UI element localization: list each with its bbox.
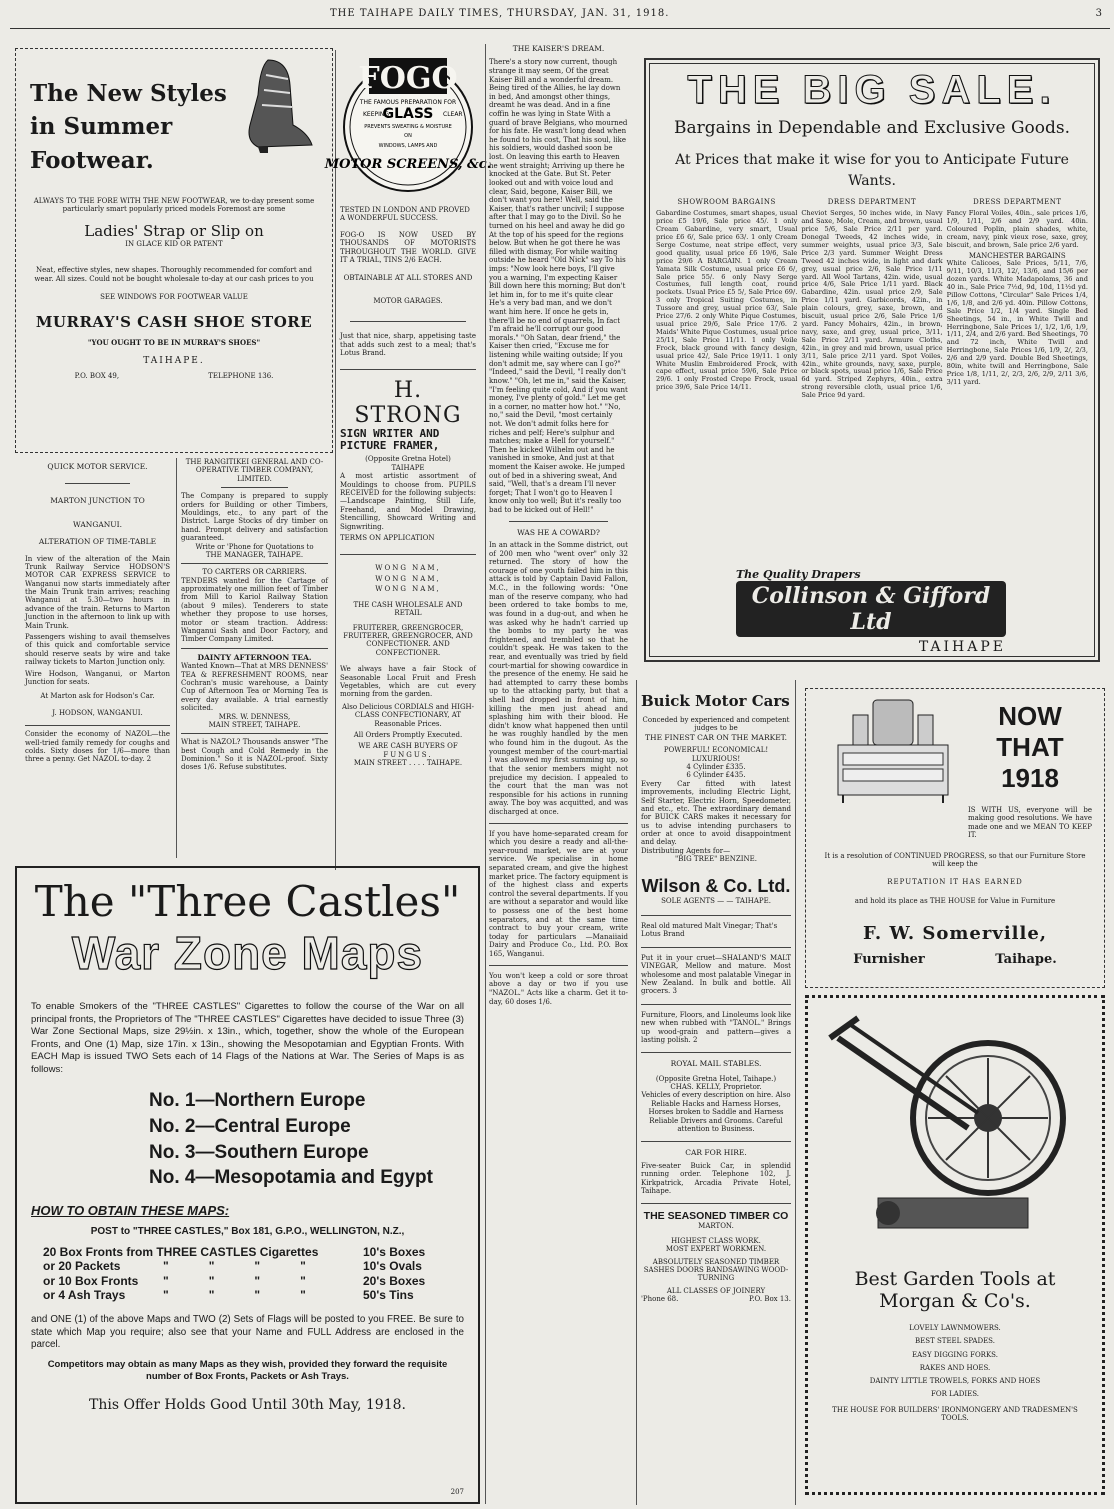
row-3-left: or 10 Box Fronts	[43, 1273, 139, 1288]
fogo-logo	[324, 52, 492, 202]
seasoned-l2: MOST EXPERT WORKMEN.	[665, 1245, 767, 1254]
page-number: 3	[1095, 8, 1102, 19]
stables-title: ROYAL MAIL STABLES.	[670, 1059, 762, 1069]
store-town: TAIHAPE.	[143, 355, 205, 366]
shaland-text: Put it in your cruet—SHALAND'S MALT VINEGAR, Mellow and mature. Most wholesome and most palatable Vinegar in New Zealand. In bulk and bottle. All grocers.	[641, 953, 791, 996]
footwear-intro: ALWAYS TO THE FORE WITH THE NEW FOOTWEAR, we to-day present some particularly smart popularly priced models Foremost are some	[33, 197, 315, 214]
strong-addr: (Opposite Gretna Hotel)	[365, 455, 451, 464]
seasoned-l5: ALL CLASSES OF JOINERY	[666, 1286, 766, 1295]
fogo-used: FOG-O IS NOW USED BY THOUSANDS OF MOTORISTS THROUGHOUT THE WORLD. GIVE IT A TRIAL, TINS 2/6 EACH.	[340, 230, 476, 264]
rangitikei-manager: THE MANAGER, TAIHAPE.	[205, 550, 304, 559]
seasoned-phone: 'Phone 68.	[641, 1295, 679, 1304]
stables-body: Vehicles of every description on hire. Also Reliable Hacks and Harness Horses, Horses broken to Saddle and Harness Reliable Drivers and Grooms. Careful attention to Business.	[641, 1091, 791, 1134]
dainty-title: DAINTY AFTERNOON TEA.	[197, 652, 312, 662]
seasoned-title: THE SEASONED TIMBER CO	[643, 1210, 789, 1223]
castles-intro: To enable Smokers of the "THREE CASTLES" Cigarettes to follow the course of the War on all principal fronts, the Proprietors of The "THREE CASTLES" Cigarettes have decided to issue Three (3) War Zone Sectional Maps, size 29½in. x 13in., which, together, show the whole of the European Fronts, and One (1) Map, size 17in. x 13in., showing the Mesopotamian and Egyptian Fronts. With EACH Map is issued TWO Sets each of 14 Flags of the Nations at War. The Series of Maps is as follows:	[31, 1001, 464, 1075]
carters-title: TO CARTERS OR CARRIERS.	[202, 568, 307, 577]
wongnam-also: Also Delicious CORDIALS and HIGH-CLASS CONFECTIONARY, AT Reasonable Prices.	[341, 702, 475, 728]
nazol3-text: You won't keep a cold or sore throat above a day or two if you use "NAZOL." Acts like a charm. Get it to-day, 60 doses 1/6.	[489, 971, 628, 1006]
castles-how: HOW TO OBTAIN THESE MAPS:	[31, 1202, 230, 1218]
buick-conceded: Conceded by experienced and competent judges to be	[642, 716, 790, 733]
row-3-right: 20's Boxes	[363, 1273, 426, 1288]
collinson-firm: Collinson & Gifford Ltd	[736, 581, 1006, 637]
footwear-product: Ladies' Strap or Slip on	[84, 221, 264, 240]
hire-title: CAR FOR HIRE.	[685, 1148, 747, 1158]
fogo-keeping: KEEPING	[363, 111, 390, 118]
hire-body: Five-seater Buick Car, in splendid running order. Telephone 102, J. Kirkpatrick, Arcadia Private Hotel, Taihape.	[641, 1161, 791, 1195]
strong-body: A most artistic assortment of Mouldings to choose from. PUPILS RECEIVED for the following subjects:—Landscape Painting, Still Life, Freehand, and Model Drawing, Stencilling, Showcard Writing and Signwriting.	[340, 472, 476, 531]
showroom-column	[656, 198, 797, 400]
map-1: No. 1—Northern Europe	[149, 1090, 366, 1112]
tanol-ad	[641, 1011, 791, 1045]
footwear-ad	[15, 48, 333, 453]
nazol-text: Consider the economy of NAZOL—the well-tried family remedy for coughs and colds. Sixty doses for 1/6—more than three a penny. Get NAZOL to-day.	[25, 730, 170, 764]
buick-wilson: Wilson & Co. Ltd.	[641, 875, 791, 896]
somerville-reputation: REPUTATION IT HAS EARNED	[887, 878, 1023, 887]
somerville-title1: NOW THAT	[996, 701, 1064, 762]
tanol-num: 2	[693, 1035, 698, 1044]
somerville-title2: 1918	[1001, 763, 1059, 793]
strong-trade: SIGN WRITER AND PICTURE FRAMER,	[340, 427, 440, 453]
store-name: MURRAY'S CASH SHOE STORE	[35, 313, 313, 332]
somerville-hold: and hold its place as THE HOUSE for Value in Furniture	[854, 896, 1056, 905]
castles-competitors: Competitors may obtain as many Maps as they wish, provided they forward the requisite number of Box Fronts, Packets or Ash Trays.	[47, 1359, 448, 1382]
buick-powerful: POWERFUL! ECONOMICAL! LUXURIOUS!	[663, 746, 769, 763]
motor-wire: Wire Hodson, Wanganui, or Marton Junction for seats.	[25, 669, 170, 686]
seasoned-l3: ABSOLUTELY SEASONED TIMBER	[652, 1257, 780, 1266]
nazol-ad	[25, 730, 170, 764]
stables-addr: (Opposite Gretna Hotel, Taihape.)	[655, 1074, 777, 1083]
footwear-product-sub: IN GLACE KID OR PATENT	[125, 239, 223, 248]
buick-body: Every Car fitted with latest improvements, including Electric Light, Self Starter, Electric Horn, Speedometer, and etc., etc. The extraordinary demand for BUICK CARS makes it necessary for us to advise intending purchasers to order at once to avoid disappointment and delay.	[641, 779, 791, 847]
fogo-motor: MOTOR SCREENS, &c.	[324, 157, 492, 172]
motor-route2: WANGANUI.	[73, 519, 122, 529]
shoe-icon	[238, 55, 318, 155]
wongnam-name-1: WONG NAM,	[375, 564, 441, 573]
rangitikei-title: THE RANGITIKEI GENERAL AND CO-OPERATIVE TIMBER COMPANY, LIMITED.	[185, 458, 324, 483]
seasoned-box: P.O. Box 13.	[749, 1295, 791, 1304]
store-contact	[30, 372, 318, 380]
castles-row-2	[43, 1259, 464, 1273]
fogo-clear: CLEAR	[443, 111, 463, 118]
dainty-sign2: MAIN STREET, TAIHAPE.	[208, 720, 301, 729]
dresser-icon	[818, 695, 968, 805]
buick-title: Buick Motor Cars	[641, 692, 790, 710]
kaiser-poem: There's a story now current, though strange it may seem, Of the great Kaiser Bill and a wonderful dream. Being tired of the Allies, he lay down in bed, And amongst other things, dreamt he was dead. And in a fine coffin he was lying in State With a guard of brave Belgians, who mourned for his fate. He wasn't long dead when he found to his cost, That his soul, like his soldiers, would dashed soon be lost. On leaving this earth to Heaven he went straight; Arriving up there he knocked at the Gate. But St. Peter looked out and with voice loud and clear, Said, begone, Kaiser Bill, we don't want you here! Well, said the Kaiser, that's rather uncivil; I suppose after that I may go to the Divil. So he turned on his heel and away he did go At the top of his speed for the regions below. But when he got there he was filled with dismay, For while waiting outside he heard "Old Nick" say To his imps: "Now look here boys, I'll give you a warning, I'm expecting Kaiser Bill down here this morning; But don't let him in, for to me it's quite clear He's a very bad man, and we don't want him here. If once he gets in, there'll be no end of quarrels, In fact I'm afraid he'll corrupt our good morals." "Oh Satan, dear friend," the Kaiser then cried, "Excuse me for listening while waiting outside; If you don't admit me, say where can I go?" "Indeed," said the Devil, "I really don't know." "Oh, let me in," said the Kaiser, "I'm feeling quite cold, And if you want money, I've plenty of gold." Let me get in a corner, no matter how hot." "No, no," said the Devil, "most certainly not. We don't admit folks here for riches and pelf; Here's sulphur and matches; make a Hell for yourself." Then he kicked Wilhelm out and he vanished in smoke, And just at that moment the Kaiser awoke. He jumped out of bed in a shivering sweat, And said, "Well, that's a dream I'll never forget; That I won't go to Heaven I know only too well; But it's really too bad to be kicked out of Hell!"	[489, 58, 628, 515]
buick-four: 4 Cylinder £335.	[686, 762, 746, 771]
kaiser-title: THE KAISER'S DREAM.	[512, 44, 605, 53]
morgan-item-2: BEST STEEL SPADES.	[915, 1337, 995, 1346]
wongnam-name-2: WONG NAM,	[375, 574, 441, 583]
morgan-item-6: FOR LADIES.	[930, 1390, 980, 1399]
bigsale-sub1: Bargains in Dependable and Exclusive Goods.	[673, 118, 1071, 138]
castles-code: 207	[450, 1487, 464, 1496]
showroom-items: Gabardine Costumes, smart shapes, usual price £5 19/6, Sale price 45/. 1 only Cream Gabardine, very smart, Usual price £6 6/, Sale price 63/. 1 only Cream Serge Costume, neat stripe effect, very good quality, usual price £6 19/6, Sale price 29/6 A BARGAIN. 1 only Cream Yamata Silk Costume, usual price £6 6/, Sale price 55/. 6 only Navy Serge Costumes, full length coat, round pockets. Usual Price £5 5/, Sale Price 69/. 3 only Tropical Suiting Costumes, in Tussore and grey, usual price 63/, Sale Price 27/6. 2 only White Pique Costumes, usual price 29/6, Sale Price 17/6. 2 Maids' White Pique Costumes, usual price 25/11, Sale Price 11/11. 1 only Voile Frock, black ground with fancy design, usual price 42/, Sale Price 19/11. 1 only White Muslin Embroidered Frock, with cape effect, usual price 59/6, Sale Price 29/6. 1 only Frosted Crepe Frock, usual price 39/6, Sale Price 14/11.	[656, 209, 798, 392]
three-castles-ad	[15, 866, 480, 1504]
shaland-num: 3	[672, 987, 677, 996]
shaland-ad	[641, 954, 791, 996]
nazol-num: 2	[146, 755, 152, 764]
manchester-items: White Calicoes, Sale Prices, 5/11, 7/6, 9/11, 10/3, 11/3, 12/, 13/6, and 15/6 per dozen yards. White Madapolams, 36 and 40 in., Sale Price 7½d, 9d, 10d, 11½d yd. Pillow Cottons, "Circular" Sale Prices 1/4, 1/6, 1/8, and 2/6 yd. 40in. Pillow Cottons, Sale Price 1/2, 1/4 yard. Single Bed Sheetings, 54 in., in White Twill and Herringbone, Sale Prices 1/, 1/2, 1/6, 1/9, 1/11, 2/4, and 2/6 yard. Bed Sheetings, 70 and 72 inch, White Twill and Herringbone, Sale Prices 1/6, 1/9, 2/, 2/3, 2/6 and 2/9 yard. Double Bed Sheetings, 80in, white twill and Herringbone, Sale Price 1/8, 1/11, 2/, 2/3, 2/6, 2/9, 2/11 3/6, 3/11 yard.	[946, 259, 1088, 386]
wongnam-name-3: WONG NAM,	[375, 585, 441, 594]
store-pobox: P.O. BOX 49,	[74, 371, 120, 380]
wongnam-body: We always have a fair Stock of Seasonable Local Fruit and Fresh Vegetables, which are cut every morning from the garden.	[340, 665, 476, 699]
lawnmower-icon	[818, 1008, 1088, 1258]
vinegar-text: Real old matured Malt Vinegar; That's Lotus Brand	[641, 922, 778, 939]
wongnam-names	[340, 563, 476, 595]
separator-ad: If you have home-separated cream for which you desire a ready and all-the-year-round market, we are at your service. We specialise in home separated cream, and give the highest market price. The factory equipment is of the highest class and experts control the several departments. If you are without a separator and would like to possess one of the best home separators, and at the same time contract to buy your cream, write today for particulars —Manaiiaid Dairy and Produce Co., Ltd. P.O. Box 165, Wanganui.	[489, 829, 628, 959]
motor-service-column	[25, 458, 170, 858]
buick-finest: THE FINEST CAR ON THE MARKET.	[645, 732, 787, 742]
seasoned-contact	[641, 1295, 791, 1303]
manchester-head: MANCHESTER BARGAINS	[968, 251, 1066, 260]
fogo-prevents: PREVENTS SWEATING & MOISTURE	[364, 124, 452, 130]
buick-agents: Distributing Agents for—	[641, 846, 731, 855]
castles-title2: War Zone Maps	[71, 927, 424, 980]
big-sale-ad	[644, 58, 1100, 662]
motor-body: In view of the alteration of the Main Trunk Railway Service HODSON'S MOTOR CAR EXPRESS SERVICE to Wanganui now starts immediately after the Main Trunk train arrives; reaching Wanganui at 5.30—two hours in advance of the train. Returns to Marton Junction in the afternoon to link up with Main Trunk.	[25, 554, 170, 630]
footwear-body: Neat, effective styles, new shapes. Thoroughly recommended for comfort and wear. All sizes. Could not be bought wholesale to-day at our cash prices to you	[34, 266, 314, 283]
timber-column	[176, 458, 328, 858]
fogo-windows: WINDOWS, LAMPS AND	[378, 143, 438, 149]
row-1-right: 10's Boxes	[363, 1244, 426, 1259]
masthead-line: THE TAIHAPE DAILY TIMES, THURSDAY, JAN. 31, 1918.	[330, 8, 670, 19]
somerville-footer	[818, 952, 1092, 967]
motor-body2: Passengers wishing to avail themselves of this quick and comfortable service should reserve seats by wire and take railway tickets to Marton Junction only.	[25, 633, 170, 667]
motor-sign: J. HODSON, WANGANUI.	[52, 708, 143, 717]
somerville-furnisher: Furnisher	[853, 952, 925, 968]
bigsale-sub2: At Prices that make it wise for you to Anticipate Future Wants.	[675, 151, 1069, 189]
castles-post: POST to "THREE CASTLES," Box 181, G.P.O., WELLINGTON, N.Z.,	[90, 1225, 405, 1237]
collinson-town: TAIHAPE	[918, 639, 1006, 655]
morgan-footer: THE HOUSE FOR BUILDERS' IRONMONGERY AND TRADESMEN'S TOOLS.	[832, 1405, 1078, 1423]
motor-route1: MARTON JUNCTION TO	[50, 496, 145, 506]
castles-row-1	[43, 1245, 464, 1259]
row-4-right: 50's Tins	[363, 1288, 414, 1303]
quality-drapers: The Quality Drapers	[736, 568, 861, 581]
center-ads-column	[324, 50, 492, 870]
strong-name: H. STRONG	[354, 378, 462, 429]
row-2-right: 10's Ovals	[363, 1259, 422, 1274]
rangitikei-body: The Company is prepared to supply orders for Building or other Timbers, Mouldings, etc., to any part of the District. Large Stocks of dry timber on hand. Prompt delivery and satisfaction guaranteed.	[181, 492, 328, 543]
somerville-ad	[805, 688, 1105, 988]
collinson-logo	[736, 568, 1006, 655]
castles-row-3	[43, 1274, 464, 1288]
morgan-ad	[805, 995, 1105, 1495]
wongnam-fungus: FUNGUS.	[383, 750, 433, 759]
row-1-left: 20 Box Fronts from THREE CASTLES Cigarettes	[43, 1244, 319, 1259]
morgan-item-1: LOVELY LAWNMOWERS.	[909, 1324, 1001, 1332]
fogo-ring-top: THE FAMOUS PREPARATION FOR	[359, 99, 457, 106]
dainty-sign1: MRS. W. DENNESS,	[218, 712, 291, 721]
coward-title: WAS HE A COWARD?	[517, 527, 600, 537]
buick-benzine: "BIG TREE" BENZINE.	[674, 855, 758, 864]
row-3-ditto: """"	[163, 1273, 346, 1288]
dress-head-1: DRESS DEPARTMENT	[827, 197, 917, 206]
manchester-column	[947, 198, 1088, 400]
dress-column	[801, 198, 942, 400]
fogo-obtain: OBTAINABLE AT ALL STORES AND	[343, 274, 473, 283]
somerville-resolution: It is a resolution of CONTINUED PROGRESS, so that our Furniture Store will keep the	[824, 851, 1086, 868]
morgan-item-3: EASY DIGGING FORKS.	[912, 1350, 998, 1359]
fogo-glass: GLASS	[382, 106, 434, 122]
castles-offer: This Offer Holds Good Until 30th May, 1918.	[89, 1396, 406, 1413]
wongnam-trades: FRUITERER, GREENGROCER, FRUITERER, GREENGROCER, AND CONFECTIONER. AND CONFECTIONER.	[343, 623, 473, 657]
castles-send: and ONE (1) of the above Maps and TWO (2) Sets of Flags will be posted to you FREE. Be sure to state which Map you require; also see that your Name and FULL Address are enclosed in the parcel.	[31, 1314, 464, 1350]
strong-town: TAIHAPE	[391, 463, 425, 472]
footwear-see: SEE WINDOWS FOR FOOTWEAR VALUE	[100, 292, 248, 301]
fogo-tested: TESTED IN LONDON AND PROVED A WONDERFUL SUCCESS.	[340, 206, 470, 223]
wongnam-cash: THE CASH WHOLESALE AND RETAIL	[353, 600, 463, 618]
strong-terms: TERMS ON APPLICATION	[340, 534, 435, 542]
footwear-title: The New Styles in Summer Footwear.	[30, 80, 227, 174]
nazol2-text: What is NAZOL? Thousands answer "The best Cough and Cold Remedy in the Dominion." So it is NAZOL-proof. Sixty doses 1/6. Refuse substitutes.	[181, 738, 328, 772]
wongnam-main: MAIN STREET . . . . TAIHAPE.	[353, 759, 463, 768]
showroom-head: SHOWROOM BARGAINS	[677, 197, 776, 206]
kaiser-column	[485, 44, 631, 1504]
dainty-body: Wanted Known—That at MRS DENNESS' TEA & REFRESHMENT ROOMS, near Cochran's music warehouse, a Dainty Cup of Afternoon Tea or Morning Tea is every day available. A trial earnestly solicited.	[181, 662, 328, 713]
page-header	[0, 0, 1114, 30]
row-2-ditto: """"	[163, 1259, 346, 1274]
bigsale-columns	[656, 198, 1088, 400]
seasoned-l4: SASHES DOORS BANDSAWING WOOD-TURNING	[643, 1265, 789, 1283]
morgan-title1: Best Garden Tools at	[854, 1268, 1056, 1290]
seasoned-town: MARTON.	[698, 1222, 734, 1231]
castles-rows	[31, 1245, 464, 1303]
map-3: No. 3—Southern Europe	[149, 1141, 369, 1163]
header-rule	[10, 28, 1110, 29]
somerville-name: F. W. Somerville,	[862, 923, 1048, 945]
morgan-items	[818, 1322, 1092, 1402]
fogo-garages: MOTOR GARAGES.	[373, 296, 443, 305]
fogo-logo-text: FOGO	[358, 61, 458, 96]
rangitikei-write: Write or 'Phone for Quotations to	[195, 542, 314, 551]
castles-title1: The "Three Castles"	[34, 877, 461, 926]
somerville-town: Taihape.	[995, 952, 1057, 968]
row-4-ditto: """"	[163, 1288, 346, 1303]
dress-head-2: DRESS DEPARTMENT	[973, 197, 1062, 206]
wongnam-buyers: WE ARE CASH BUYERS OF	[358, 742, 458, 751]
store-slogan: "YOU OUGHT TO BE IN MURRAY'S SHOES"	[87, 338, 261, 348]
coward-body: In an attack in the Somme district, out of 200 men who "went over" only 32 returned. The story of how the courage of one youth failed him in this attack is told by Captain David Fallon, M.C., in the following words: "One man of the reserve company, who had been ordered to take bombs to me, was found in a dug-out, and when he was asked why he hadn't carried up the bombs to my party he was frightened, and trembled so that he couldn't speak. He was taken to the rear, and eventually was tried by field court-martial for showing cowardice in the presence of the enemy. He said he had attempted to carry these bombs up to the attacking party, but that a shell had dropped in front of him, killing the men just ahead and splashing him with their blood. He didn't know what happened then until he was roughly handled by the men who found him in the dugout. As the youngest member of the court-martial I was allowed my first summing up, so that the senior members might not prejudice my decision. I appealed to the court that the man was not responsible for his actions in running away. The boy was acquitted, and was discharged at once.	[489, 541, 628, 816]
motor-title: QUICK MOTOR SERVICE.	[47, 462, 148, 471]
motor-alteration: ALTERATION OF TIME-TABLE	[38, 537, 157, 547]
dress-items-2: Fancy Floral Voiles, 40in., sale prices 1/6, 1/9, 1/11, 2/6 and 2/9 yard. 40in. Coloured Poplin, plain shades, white, cream, navy, pink vieux rose, saxe, grey, biscuit, and brown, Sale price 2/6 yard.	[946, 209, 1088, 249]
row-4-left: or 4 Ash Trays	[43, 1288, 126, 1303]
footwear-head	[30, 55, 318, 177]
buick-column	[636, 680, 796, 1505]
somerville-head	[818, 695, 1092, 840]
row-2-left: or 20 Packets	[43, 1259, 121, 1274]
somerville-title	[968, 695, 1092, 840]
buick-six: 6 Cylinder £435.	[686, 771, 746, 780]
morgan-title2: Morgan & Co's.	[879, 1290, 1031, 1312]
dress-items: Cheviot Serges, 50 inches wide, in Navy and Saxe, Mole, Cream, and brown, usual price 5/6, Sale Price 2/11 per yard. Donegal Tweeds, 42 inches wide, in summer weights, usual price 3/3, Sale Price 2/3 yard. Summer Weight Dress Tweed 42 inches wide, in light and dark grey, usual price 2/6, Sale Price 1/11 yard. All Wool Tartans, 42in. wide, usual price 4/6, Sale Price 1/11 yard. Black Gabardine, 42in. usual price 2/9, Sale Price 1/11 yard. Garbicords, 42in., in plain colours, grey, saxe, brown, and biscuit, usual price 2/6, Sale Price 1/6 yard. Fancy Mohairs, 42in., in brown, navy, saxe, and grey, usual price, 3/11, Sale Price 2/11 yard. Armure Cloths, 42in., in grey and mid brown, usual price 3/11, Sale price 2/11 yard. Spot Voiles, 42in., white grounds, navy, saxe, purple, or black spots, usual price 1/6, Sale Price 6d yard. Striped Zephyrs, 40in., extra strong reversible cloth, usual price 1/6, Sale Price 9d yard.	[801, 209, 943, 400]
lotus1-text: Just that nice, sharp, appetising taste that adds such zest to a meal; that's Lotus Brand.	[340, 332, 476, 357]
carters-body: TENDERS wanted for the Cartage of approximately one million feet of Timber from Mill to Kariol Railway Station (about 9 miles). Tenderers to state whether they propose to use horses, motor or steam traction. Address: Wanganui Sash and Door Factory, and Timber Company Limited.	[181, 576, 328, 644]
castles-row-4	[43, 1288, 464, 1302]
wongnam-orders: All Orders Promptly Executed.	[353, 730, 463, 739]
fogo-on: ON	[404, 133, 412, 139]
motor-ask: At Marton ask for Hodson's Car.	[40, 692, 155, 701]
seasoned-l1: HIGHEST CLASS WORK.	[671, 1236, 761, 1245]
bigsale-title: THE BIG SALE.	[687, 68, 1057, 112]
stables-owner: CHAS. KELLY, Proprietor.	[670, 1083, 762, 1092]
tanol-text: Furniture, Floors, and Linoleums look like new when rubbed with "TANOL." Brings up wood-grain and pattern—gives a lasting polish.	[641, 1010, 791, 1044]
somerville-body: IS WITH US, everyone will be making good resolutions. We have made one and we MEAN TO KEEP IT.	[968, 806, 1092, 840]
map-4: No. 4—Mesopotamia and Egypt	[149, 1167, 433, 1189]
castles-maps	[149, 1088, 464, 1191]
buick-sole: SOLE AGENTS — — TAIHAPE.	[661, 896, 771, 905]
morgan-item-4: RAKES AND HOES.	[919, 1363, 991, 1372]
store-phone: TELEPHONE 136.	[208, 371, 274, 380]
map-2: No. 2—Central Europe	[149, 1115, 351, 1137]
morgan-item-5: DAINTY LITTLE TROWELS, FORKS AND HOES	[869, 1377, 1041, 1386]
